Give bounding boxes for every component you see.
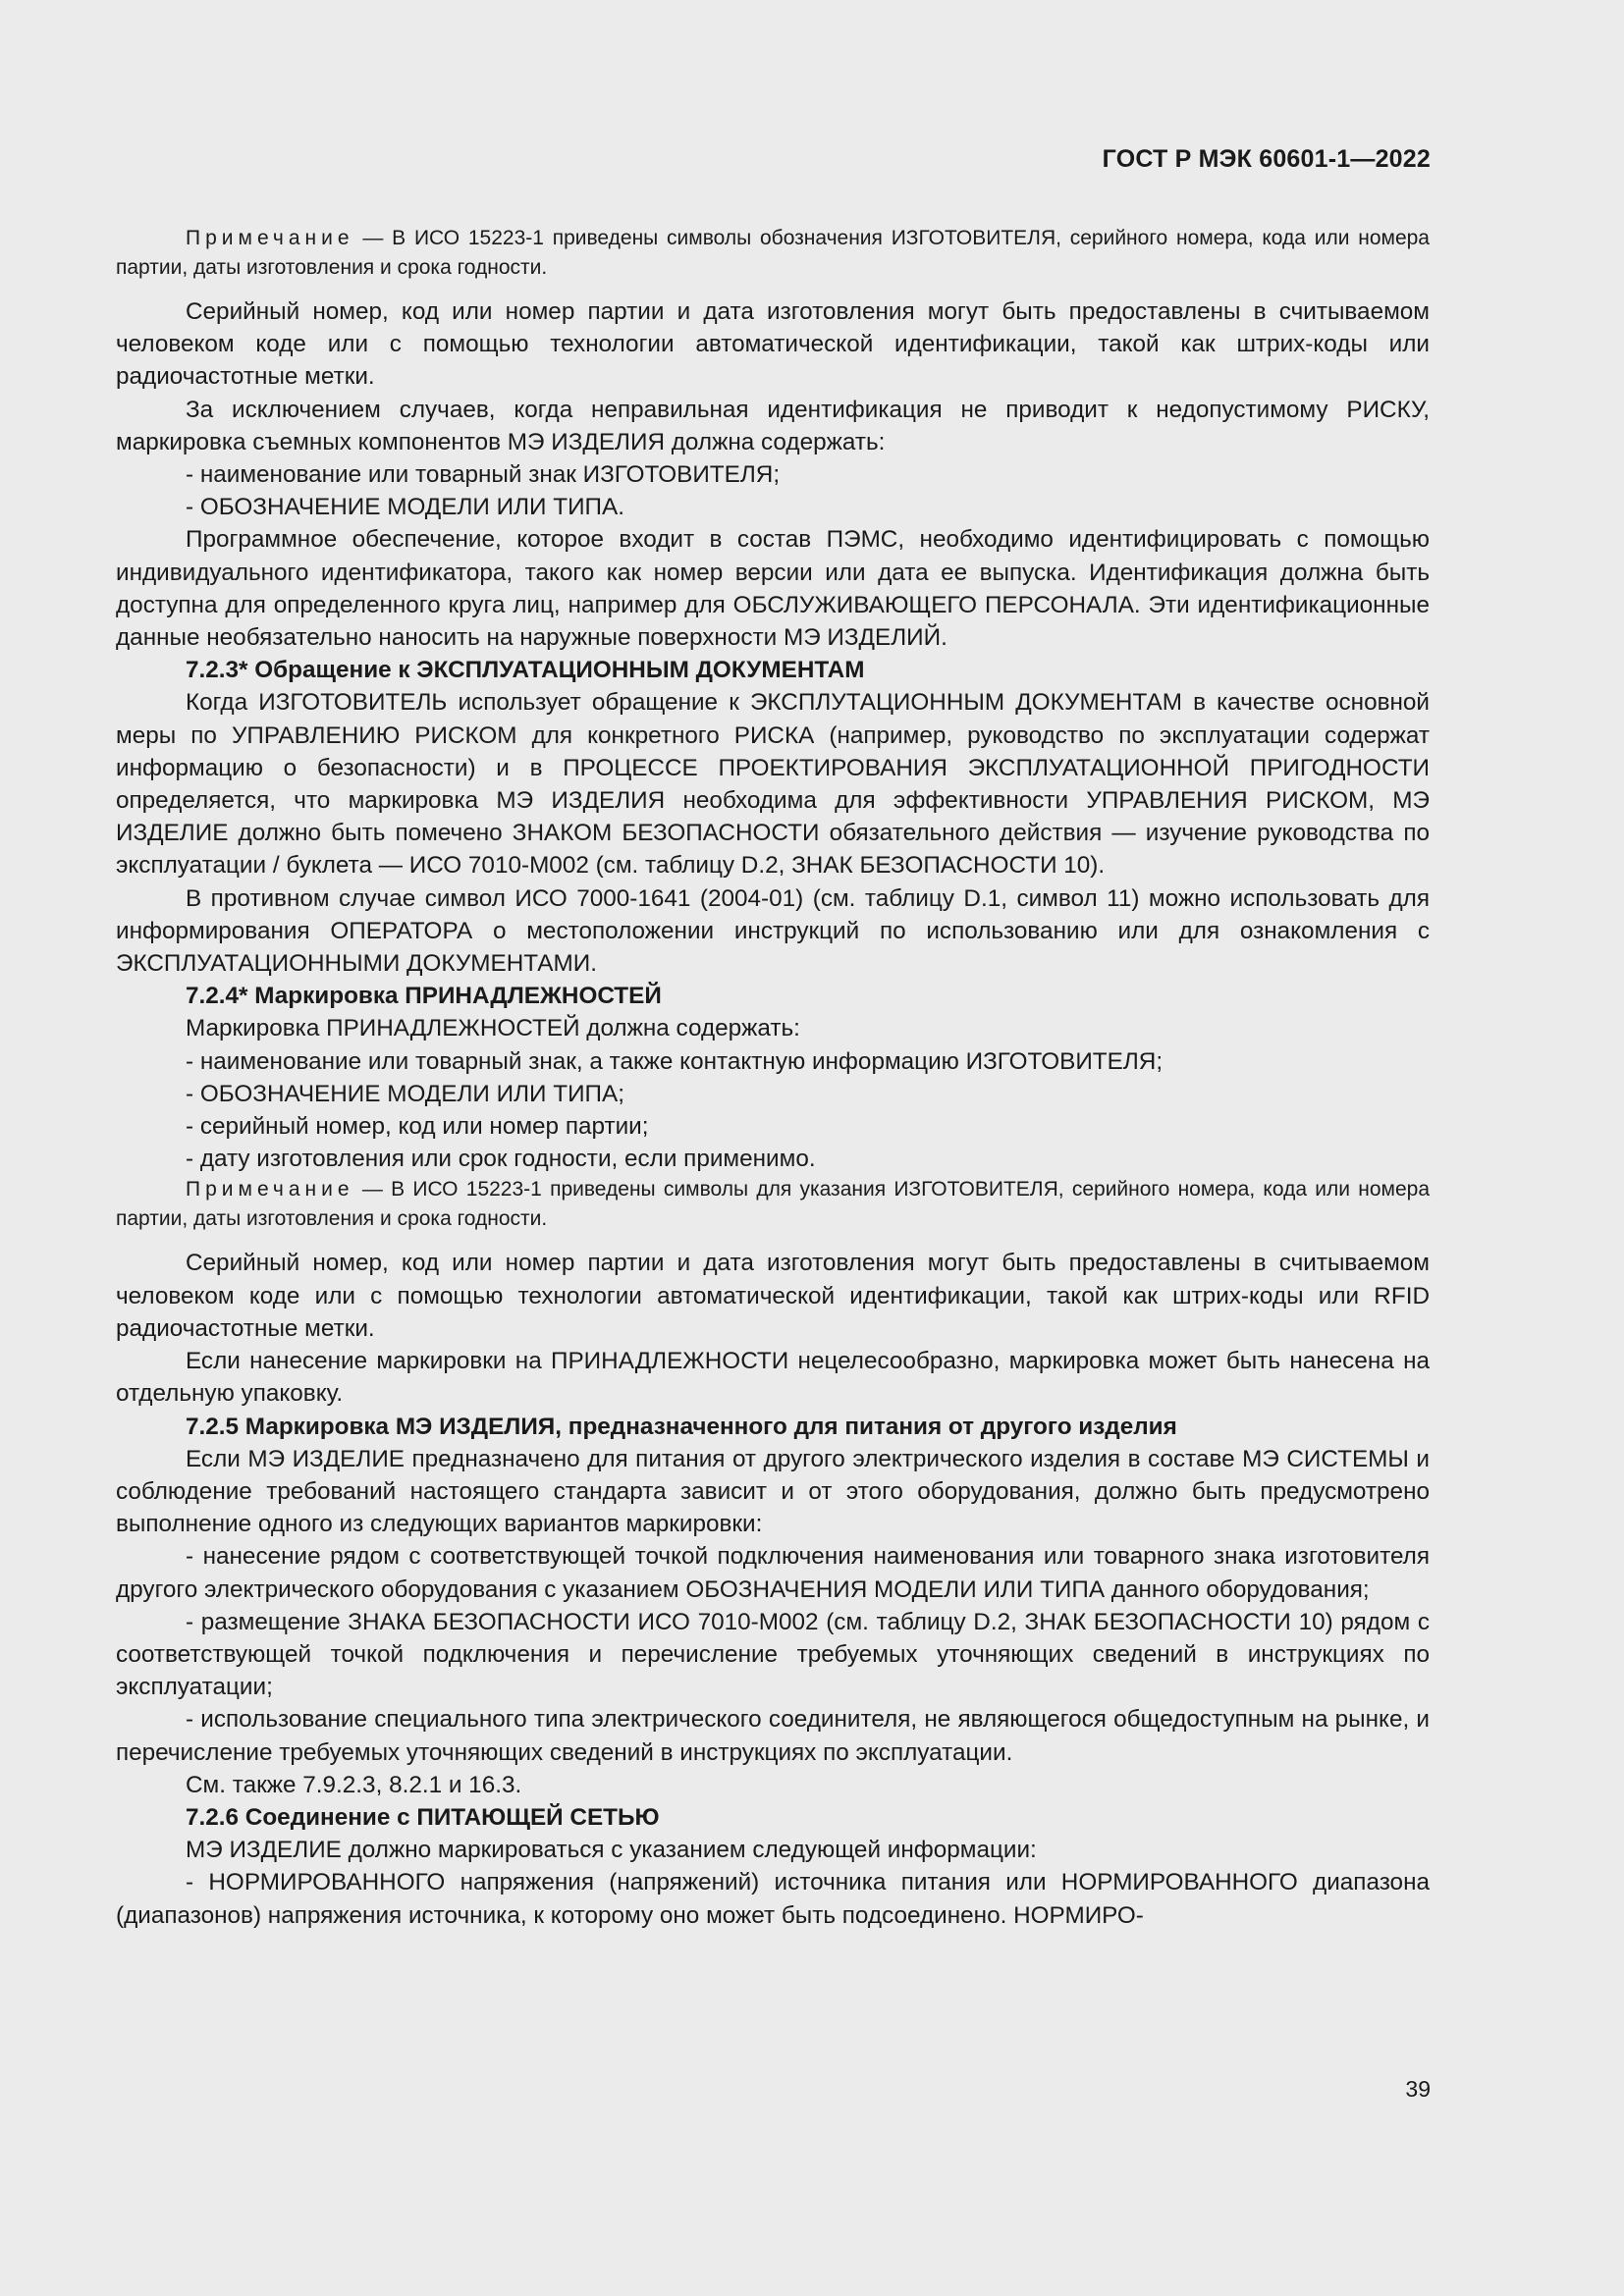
section-heading: 7.2.4* Маркировка ПРИНАДЛЕЖНОСТЕЙ [186, 983, 662, 1010]
list-item: - ОБОЗНАЧЕНИЕ МОДЕЛИ ИЛИ ТИПА; [186, 1080, 624, 1107]
body-paragraph: Когда ИЗГОТОВИТЕЛЬ использует обращение к ЭКСПЛУТАЦИОННЫМ ДОКУМЕНТАМ в качестве основной меры по УПРАВЛЕНИЮ РИСКОМ для конкретного РИСКА (например, руководство по эксплуатации содержат информацию о безопасности) и в ПРОЦЕССЕ ПРОЕКТИРОВАНИЯ ЭКСПЛУАТАЦИОННОЙ ПРИГОДНОСТИ определяется, что маркировка МЭ ИЗДЕЛИЯ необходима для эффективности УПРАВЛЕНИЯ РИСКОМ, МЭ ИЗДЕЛИЕ должно быть помечено ЗНАКОМ БЕЗОПАСНОСТИ обязательного действия — изучение руководства по эксплуатации / буклета — ИСО 7010-М002 (см. таблицу D.2, ЗНАК БЕЗОПАСНОСТИ 10). [116, 689, 1430, 880]
note-label: Примечание [186, 227, 354, 249]
section-heading: 7.2.6 Соединение с ПИТАЮЩЕЙ СЕТЬЮ [186, 1803, 660, 1831]
body-paragraph: Серийный номер, код или номер партии и дата изготовления могут быть предоставлены в считываемом человеком коде или с помощью технологии автоматической идентификации, такой как штрих-коды или радиочастотные метки. [116, 298, 1430, 391]
body-paragraph: Если нанесение маркировки на ПРИНАДЛЕЖНОСТИ нецелесообразно, маркировка может быть нанесена на отдельную упаковку. [116, 1348, 1430, 1408]
list-item: - серийный номер, код или номер партии; [186, 1113, 649, 1141]
body-paragraph: - НОРМИРОВАННОГО напряжения (напряжений) источника питания или НОРМИРОВАННОГО диапазона (диапазонов) напряжения источника, к которому оно может быть подсоединено. НОРМИРО- [116, 1869, 1430, 1929]
note-label: Примечание [186, 1178, 354, 1201]
body-paragraph: Программное обеспечение, которое входит в состав ПЭМС, необходимо идентифицировать с помощью индивидуального идентификатора, такого как номер версии или дата ее выпуска. Идентификация должна быть доступна для определенного круга лиц, например для ОБСЛУЖИВАЮЩЕГО ПЕРСОНАЛА. Эти идентификационные данные необязательно наносить на наружные поверхности МЭ ИЗДЕЛИЙ. [116, 526, 1430, 652]
body-paragraph: Если МЭ ИЗДЕЛИЕ предназначено для питания от другого электрического изделия в составе МЭ СИСТЕМЫ и соблюдение требований настоящего стандарта зависит и от этого оборудования, должно быть предусмотрено выполнение одного из следующих вариантов маркировки: [116, 1445, 1430, 1538]
body-paragraph: См. также 7.9.2.3, 8.2.1 и 16.3. [186, 1771, 522, 1798]
body-paragraph: - использование специального типа электрического соединителя, не являющегося общедоступным на рынке, и перечисление требуемых уточняющих сведений в инструкциях по эксплуатации. [116, 1706, 1430, 1766]
page-number: 39 [1405, 2076, 1431, 2102]
note-text: — В ИСО 15223-1 приведены символы для указания ИЗГОТОВИТЕЛЯ, серийного номера, кода или номера партии, даты изготовления и срока годности. [116, 1178, 1430, 1230]
body-paragraph: Маркировка ПРИНАДЛЕЖНОСТЕЙ должна содержать: [186, 1015, 800, 1042]
list-item: - дату изготовления или срок годности, если применимо. [186, 1146, 816, 1173]
list-item: - ОБОЗНАЧЕНИЕ МОДЕЛИ ИЛИ ТИПА. [186, 494, 624, 521]
section-heading: 7.2.3* Обращение к ЭКСПЛУАТАЦИОННЫМ ДОКУМЕНТАМ [186, 657, 865, 684]
note-paragraph [116, 1175, 1430, 1233]
section-heading: 7.2.5 Маркировка МЭ ИЗДЕЛИЯ, предназначенного для питания от другого изделия [186, 1413, 1177, 1440]
body-paragraph: Серийный номер, код или номер партии и дата изготовления могут быть предоставлены в считываемом человеком коде или с помощью технологии автоматической идентификации, такой как штрих-коды или RFID радиочастотные метки. [116, 1250, 1430, 1342]
document-body [116, 224, 1430, 1932]
list-item: - наименование или товарный знак ИЗГОТОВИТЕЛЯ; [186, 461, 781, 489]
note-text: — В ИСО 15223-1 приведены символы обозначения ИЗГОТОВИТЕЛЯ, серийного номера, кода или номера партии, даты изготовления и срока годности. [116, 227, 1430, 279]
body-paragraph: В противном случае символ ИСО 7000-1641 (2004-01) (см. таблицу D.1, символ 11) можно использовать для информирования ОПЕРАТОРА о местоположении инструкций по использованию или для ознакомления с ЭКСПЛУАТАЦИОННЫМИ ДОКУМЕНТАМИ. [116, 884, 1430, 978]
body-paragraph: - нанесение рядом с соответствующей точкой подключения наименования или товарного знака изготовителя другого электрического оборудования с указанием ОБОЗНАЧЕНИЯ МОДЕЛИ ИЛИ ТИПА данного оборудования; [116, 1543, 1430, 1603]
body-paragraph: МЭ ИЗДЕЛИЕ должно маркироваться с указанием следующей информации: [186, 1837, 1037, 1864]
body-paragraph: За исключением случаев, когда неправильная идентификация не приводит к недопустимому РИСКУ, маркировка съемных компонентов МЭ ИЗДЕЛИЯ должна содержать: [116, 396, 1430, 455]
list-item: - наименование или товарный знак, а также контактную информацию ИЗГОТОВИТЕЛЯ; [186, 1047, 1164, 1075]
note-paragraph [116, 224, 1430, 282]
document-header: ГОСТ Р МЭК 60601-1—2022 [1102, 145, 1431, 173]
body-paragraph: - размещение ЗНАКА БЕЗОПАСНОСТИ ИСО 7010-М002 (см. таблицу D.2, ЗНАК БЕЗОПАСНОСТИ 10) рядом с соответствующей точкой подключения и перечисление требуемых уточняющих сведений в инструкциях по эксплуатации; [116, 1608, 1430, 1701]
